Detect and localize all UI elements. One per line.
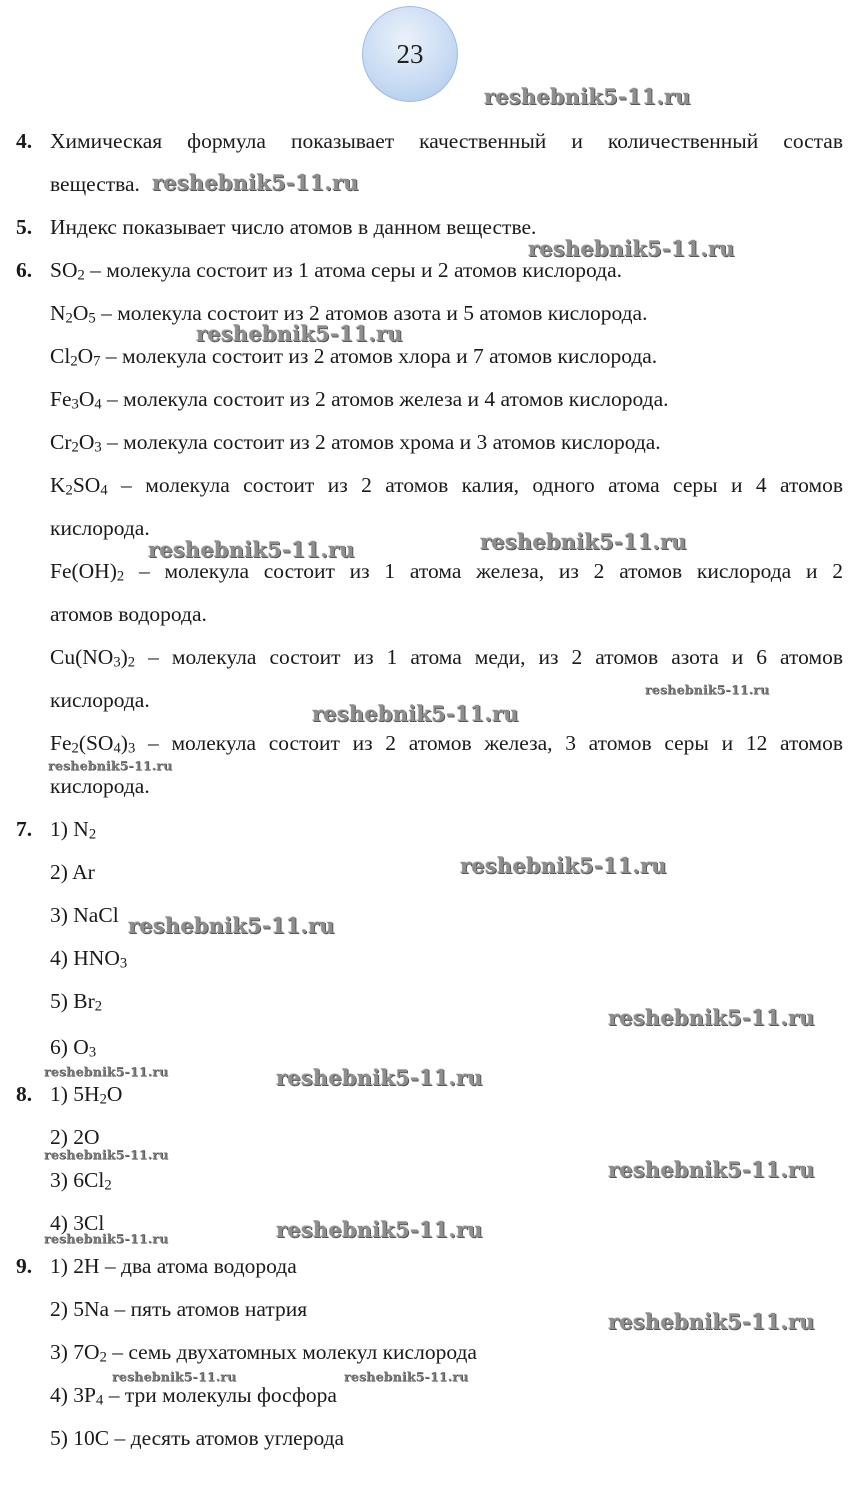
watermark: reshebnik5-11.ru <box>196 321 403 346</box>
watermark: reshebnik5-11.ru <box>276 1065 483 1090</box>
q9-item-3: 3) $7O_2$ – семь двухатомных молекул кислорода <box>50 1340 477 1366</box>
q6-k2so4: $K_2SO_4$ – молекула состоит из 2 атомов калия, одного атома серы и 4 атомов <box>50 473 843 499</box>
q8-item-1: 1) $5H_2O$ <box>50 1082 123 1108</box>
q4-line-2: вещества. <box>50 172 140 196</box>
q6-n2o5: $N_2O_5$ – молекула состоит из 2 атомов азота и 5 атомов кислорода. <box>50 301 648 327</box>
q8-item-2: 2) 2O <box>50 1125 100 1149</box>
watermark: reshebnik5-11.ru <box>460 853 667 878</box>
watermark: reshebnik5-11.ru <box>112 1369 237 1384</box>
q7-item-5: 5) $Br_2$ <box>50 989 103 1015</box>
watermark: reshebnik5-11.ru <box>312 701 519 726</box>
watermark: reshebnik5-11.ru <box>608 1005 815 1030</box>
question-number-7: 7. <box>16 817 33 841</box>
q6-feoh2-cont: атомов водорода. <box>50 602 207 626</box>
q5-text: Индекс показывает число атомов в данном веществе. <box>50 215 537 239</box>
watermark: reshebnik5-11.ru <box>276 1217 483 1242</box>
watermark: reshebnik5-11.ru <box>645 682 770 697</box>
q8-item-3: 3) $6Cl_2$ <box>50 1168 112 1194</box>
watermark: reshebnik5-11.ru <box>528 236 735 261</box>
q6-feoh2: $Fe(OH)_2$ – молекула состоит из 1 атома железа, из 2 атомов кислорода и 2 <box>50 559 843 585</box>
q6-cuno32: $Cu(NO_3)_2$ – молекула состоит из 1 атома меди, из 2 атомов азота и 6 атомов <box>50 645 843 671</box>
question-number-6: 6. <box>16 258 33 282</box>
q6-fe2so43-cont: кислорода. <box>50 774 150 798</box>
question-number-5: 5. <box>16 215 33 239</box>
question-number-9: 9. <box>16 1254 33 1278</box>
watermark: reshebnik5-11.ru <box>128 913 335 938</box>
q7-item-6: 6) $O_3$ <box>50 1035 97 1061</box>
watermark: reshebnik5-11.ru <box>44 1231 169 1246</box>
question-number-4: 4. <box>16 129 33 153</box>
watermark: reshebnik5-11.ru <box>608 1157 815 1182</box>
q6-so2: $SO_2$ – молекула состоит из 1 атома серы и 2 атомов кислорода. <box>50 258 623 284</box>
q7-item-1: 1) $N_2$ <box>50 817 97 843</box>
q7-item-2: 2) Ar <box>50 860 95 884</box>
q8-item-4: 4) 3Cl <box>50 1211 105 1235</box>
q4-line-1: Химическая формула показывает качественный и количественный состав <box>50 129 843 153</box>
watermark: reshebnik5-11.ru <box>480 529 687 554</box>
q6-cl2o7: $Cl_2O_7$ – молекула состоит из 2 атомов хлора и 7 атомов кислорода. <box>50 344 658 370</box>
watermark: reshebnik5-11.ru <box>344 1369 469 1384</box>
watermark: reshebnik5-11.ru <box>148 537 355 562</box>
q9-item-1: 1) 2H – два атома водорода <box>50 1254 297 1278</box>
watermark: reshebnik5-11.ru <box>48 758 173 773</box>
q7-item-4: 4) $HNO_3$ <box>50 946 128 972</box>
q9-item-2: 2) 5Na – пять атомов натрия <box>50 1297 308 1321</box>
watermark: reshebnik5-11.ru <box>608 1309 815 1334</box>
q7-item-3: 3) NaCl <box>50 903 119 927</box>
q6-fe3o4: $Fe_3O_4$ – молекула состоит из 2 атомов железа и 4 атомов кислорода. <box>50 387 669 413</box>
page-number: 23 <box>396 38 424 69</box>
watermark: reshebnik5-11.ru <box>44 1064 169 1079</box>
q6-cuno32-cont: кислорода. <box>50 688 150 712</box>
q9-item-4: 4) $3P_4$ – три молекулы фосфора <box>50 1383 337 1409</box>
q6-cr2o3: $Cr_2O_3$ – молекула состоит из 2 атомов хрома и 3 атомов кислорода. <box>50 430 661 456</box>
q6-k2so4-cont: кислорода. <box>50 516 150 540</box>
page-number-badge <box>362 6 458 102</box>
watermark: reshebnik5-11.ru <box>484 84 691 109</box>
watermark: reshebnik5-11.ru <box>44 1147 169 1162</box>
q9-item-5: 5) 10C – десять атомов углерода <box>50 1426 345 1450</box>
q6-fe2so43: $Fe_2(SO_4)_3$ – молекула состоит из 2 атомов железа, 3 атомов серы и 12 атомов <box>50 731 843 757</box>
watermark: reshebnik5-11.ru <box>152 170 359 195</box>
question-number-8: 8. <box>16 1082 33 1106</box>
